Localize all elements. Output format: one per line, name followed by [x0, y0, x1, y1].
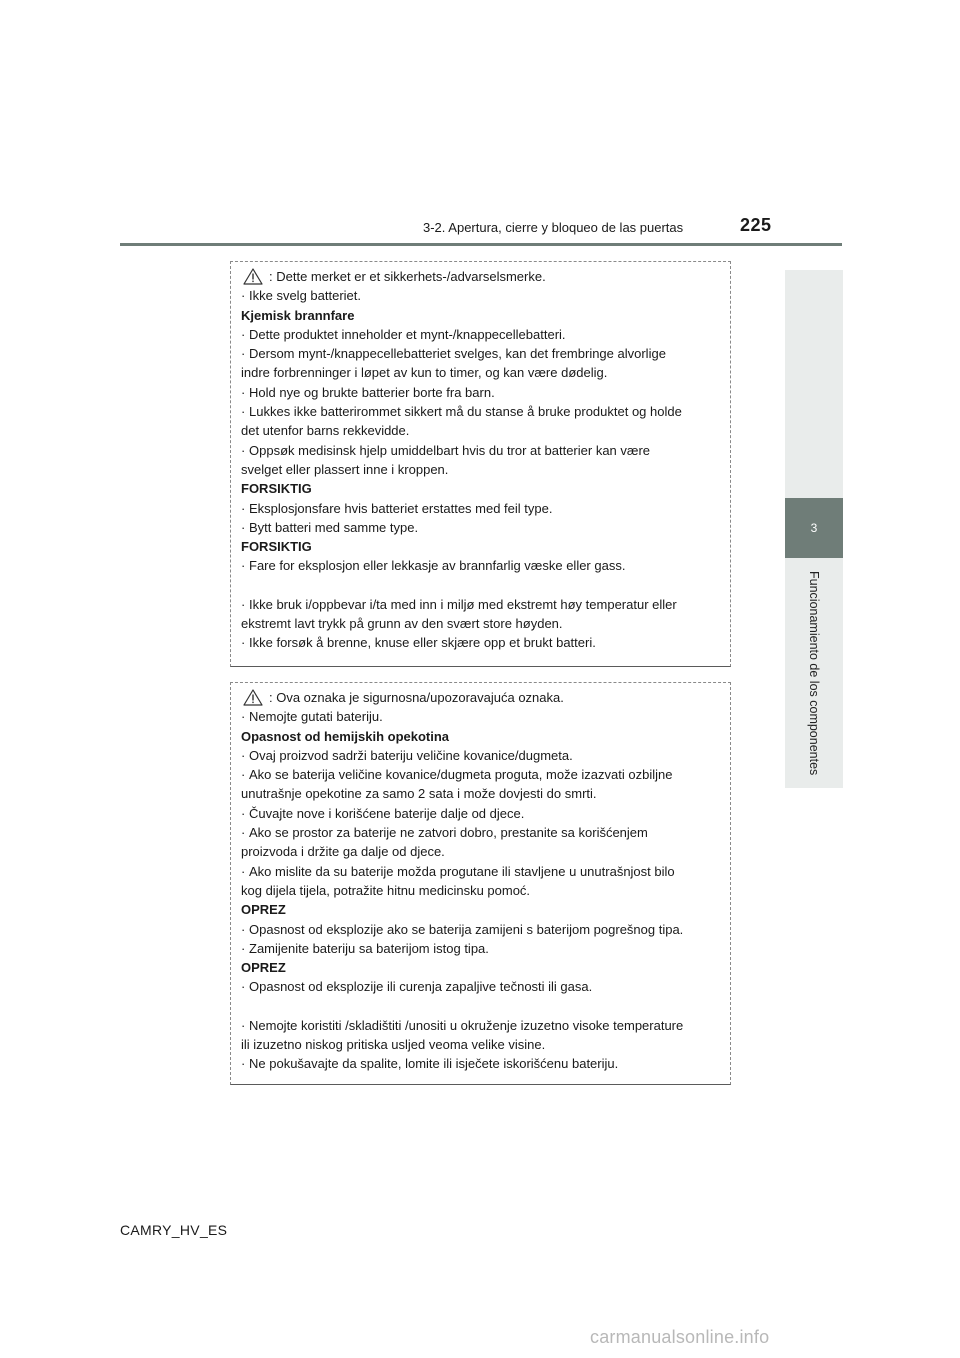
side-bar-upper — [785, 270, 843, 498]
bullet-text: Dersom mynt-/knappecellebatteriet svelges, kan det frembringe alvorlige — [249, 346, 666, 362]
bullet-text: Ako se prostor za baterije ne zatvori dobro, prestanite sa korišćenjem — [249, 825, 648, 841]
notice-bullet-item — [241, 804, 720, 823]
notice-text-line: ekstremt lavt trykk på grunn av den svært store høyden. — [241, 616, 563, 632]
bullet-dot: · — [241, 558, 246, 574]
notice-bullet-item — [241, 707, 720, 726]
notice-bullet-item — [241, 286, 720, 305]
bullet-text: Opasnost od eksplozije ili curenja zapaljive tečnosti ili gasa. — [249, 979, 593, 995]
notice-bullet-item — [241, 383, 720, 402]
chapter-number: 3 — [810, 521, 818, 535]
warning-triangle-icon — [243, 689, 263, 706]
bullet-dot: · — [241, 442, 246, 458]
notice-bullet-item — [241, 920, 720, 939]
bullet-text: Ovaj proizvod sadrži bateriju veličine kovanice/dugmeta. — [249, 747, 573, 763]
bullet-dot: · — [241, 940, 246, 956]
bullet-dot: · — [241, 979, 246, 995]
bullet-text: Dette produktet inneholder et mynt-/knappecellebatteri. — [249, 326, 566, 342]
bullet-text: Opasnost od eksplozije ako se baterija zamijeni s baterijom pogrešnog tipa. — [249, 921, 684, 937]
notice-bullet-item — [241, 823, 720, 842]
header-section-title: 3-2. Apertura, cierre y bloqueo de las puertas — [423, 220, 684, 235]
notice-text-line: proizvoda i držite ga dalje od djece. — [241, 844, 445, 860]
bullet-dot: · — [241, 767, 246, 783]
notice-heading: FORSIKTIG — [241, 481, 312, 497]
notice-bullet-item — [241, 939, 720, 958]
bullet-dot: · — [241, 1056, 246, 1072]
notice-heading: FORSIKTIG — [241, 539, 312, 555]
notice-bullet-item — [241, 344, 720, 363]
chapter-title-vertical — [786, 566, 842, 781]
notice-text-line: indre forbrenninger i løpet av kun to timer, og kan være dødelig. — [241, 365, 608, 381]
bullet-dot: · — [241, 635, 246, 651]
notice-text-line: unutrašnje opekotine za samo 2 sata i može dovjesti do smrti. — [241, 786, 597, 802]
notice-spacer — [241, 576, 720, 595]
bullet-text: Hold nye og brukte batterier borte fra barn. — [249, 384, 495, 400]
notice-text-line: kog dijela tijela, potražite hitnu medicinsku pomoć. — [241, 882, 531, 898]
warning-text: : Ova oznaka je sigurnosna/upozoravajuća oznaka. — [269, 690, 564, 705]
page-number: 225 — [740, 215, 772, 235]
notice-spacer — [241, 997, 720, 1016]
notice-bullet-item — [241, 556, 720, 575]
bullet-text: Ikke svelg batteriet. — [249, 288, 361, 304]
bullet-dot: · — [241, 384, 246, 400]
bullet-text: Fare for eksplosjon eller lekkasje av brannfarlig væske eller gass. — [249, 558, 626, 574]
bullet-text: Ikke forsøk å brenne, knuse eller skjære opp et brukt batteri. — [249, 635, 596, 651]
notice-bullet-item — [241, 862, 720, 881]
footer-model-code: CAMRY_HV_ES — [120, 1222, 228, 1238]
bullet-dot: · — [241, 288, 246, 304]
bullet-text: Ako se baterija veličine kovanice/dugmeta proguta, može izazvati ozbiljne — [249, 767, 673, 783]
notice-text-line: svelget eller plassert inne i kroppen. — [241, 461, 449, 477]
bullet-dot: · — [241, 326, 246, 342]
notice-heading: OPREZ — [241, 902, 286, 918]
bullet-text: Čuvajte nove i korišćene baterije dalje od djece. — [249, 805, 525, 821]
notice-heading: Opasnost od hemijskih opekotina — [241, 728, 450, 744]
bullet-dot: · — [241, 863, 246, 879]
warning-line — [241, 688, 720, 707]
notice-text-line: ili izuzetno niskog pritiska usljed veoma velike visine. — [241, 1037, 546, 1053]
notice-bullet-item — [241, 325, 720, 344]
header-rule — [120, 243, 842, 246]
notice-bullet-item — [241, 1016, 720, 1035]
notice-bullet-item — [241, 765, 720, 784]
bullet-text: Bytt batteri med samme type. — [249, 519, 419, 535]
bullet-dot: · — [241, 921, 246, 937]
bullet-dot: · — [241, 404, 246, 420]
warning-line — [241, 267, 720, 286]
notice-bullet-item — [241, 977, 720, 996]
notice-box-norwegian — [230, 261, 731, 667]
bullet-text: Nemojte gutati bateriju. — [249, 709, 383, 725]
bullet-dot: · — [241, 747, 246, 763]
bullet-dot: · — [241, 709, 246, 725]
notice-heading: Kjemisk brannfare — [241, 307, 355, 323]
bullet-text: Eksplosjonsfare hvis batteriet erstattes med feil type. — [249, 500, 553, 516]
bullet-dot: · — [241, 596, 246, 612]
bullet-text: Ako mislite da su baterije možda progutane ili stavljene u unutrašnjost bilo — [249, 863, 675, 879]
bullet-text: Oppsøk medisinsk hjelp umiddelbart hvis du tror at batterier kan være — [249, 442, 651, 458]
bullet-dot: · — [241, 346, 246, 362]
chapter-tab — [785, 498, 843, 558]
notice-bullet-item — [241, 1054, 720, 1073]
bullet-dot: · — [241, 825, 246, 841]
warning-triangle-icon — [243, 268, 263, 285]
notice-bullet-item — [241, 441, 720, 460]
notice-bullet-item — [241, 746, 720, 765]
bullet-dot: · — [241, 805, 246, 821]
bullet-dot: · — [241, 500, 246, 516]
bullet-text: Zamijenite bateriju sa baterijom istog tipa. — [249, 940, 489, 956]
notice-bullet-item — [241, 518, 720, 537]
watermark: carmanualsonline.info — [590, 1327, 770, 1347]
bullet-text: Lukkes ikke batterirommet sikkert må du stanse å bruke produktet og holde — [249, 404, 682, 420]
bullet-dot: · — [241, 519, 246, 535]
notice-bullet-item — [241, 499, 720, 518]
bullet-text: Ne pokušavajte da spalite, lomite ili isječete iskorišćenu bateriju. — [249, 1056, 619, 1072]
bullet-dot: · — [241, 1017, 246, 1033]
chapter-title: Funcionamiento de los componentes — [807, 571, 821, 776]
notice-box-croatian — [230, 682, 731, 1085]
notice-heading: OPREZ — [241, 960, 286, 976]
notice-bullet-item — [241, 595, 720, 614]
bullet-text: Ikke bruk i/oppbevar i/ta med inn i miljø med ekstremt høy temperatur eller — [249, 596, 677, 612]
notice-bullet-item — [241, 633, 720, 652]
warning-text: : Dette merket er et sikkerhets-/advarselsmerke. — [269, 269, 546, 284]
notice-bullet-item — [241, 402, 720, 421]
bullet-text: Nemojte koristiti /skladištiti /unositi u okruženje izuzetno visoke temperature — [249, 1017, 684, 1033]
notice-text-line: det utenfor barns rekkevidde. — [241, 423, 410, 439]
